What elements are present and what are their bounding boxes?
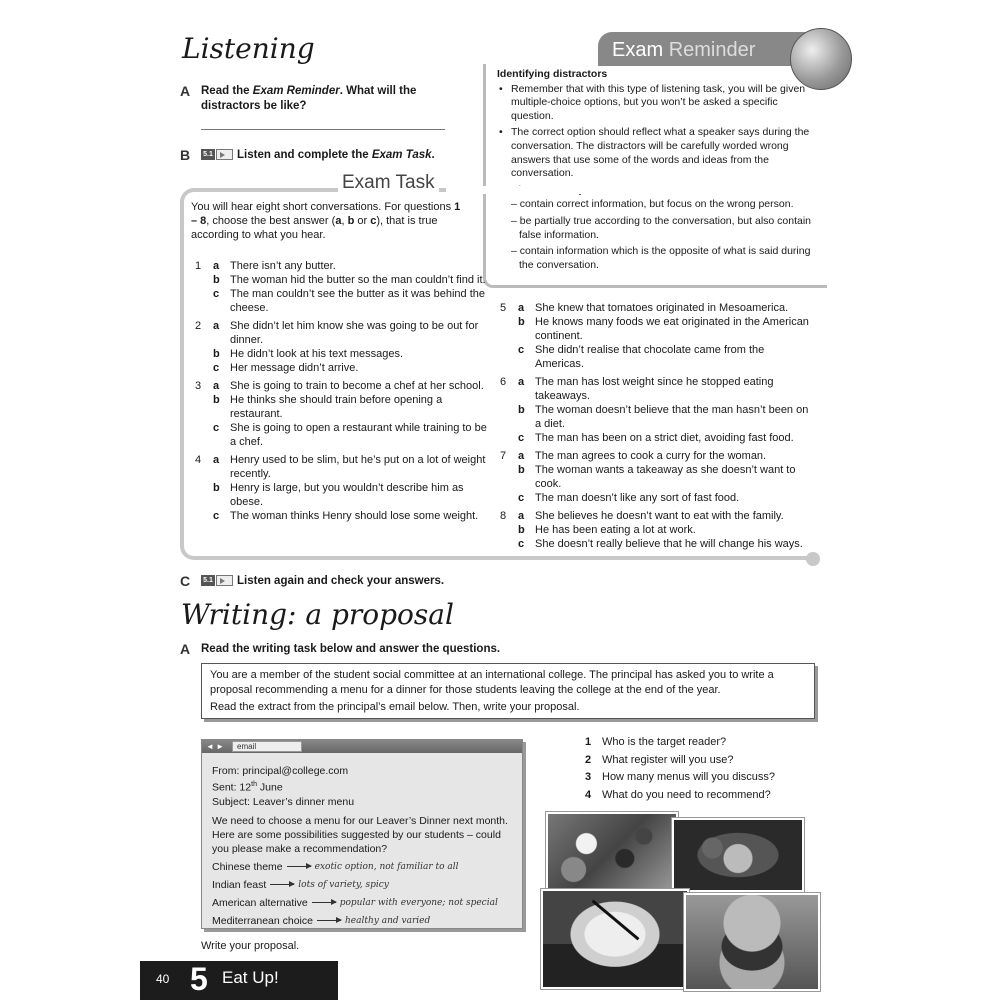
menu-option-label: Indian feast — [212, 878, 267, 891]
menu-option — [212, 858, 512, 876]
question-number — [195, 347, 213, 361]
option-letter: b — [213, 348, 220, 360]
option-letter: a — [518, 510, 525, 522]
email-titlebar — [202, 740, 522, 753]
salad-photo — [546, 812, 678, 890]
question-number — [195, 361, 213, 375]
reminder-heading: Identifying distractors — [497, 68, 608, 80]
answer-option[interactable] — [195, 319, 493, 347]
unit-title: Eat Up! — [222, 968, 279, 987]
exercise-b-letter: B — [180, 147, 191, 163]
option-letter: c — [213, 288, 220, 300]
questions-right-column — [500, 301, 812, 555]
question-number: 7 — [500, 450, 507, 462]
listening-title: Listening — [182, 32, 315, 65]
question-number: 3 — [585, 771, 592, 783]
option-letter: a — [518, 376, 525, 388]
nav-arrows-icon[interactable]: ◄ ► — [206, 742, 225, 751]
question-number — [500, 343, 518, 371]
question-number: 1 — [585, 736, 592, 748]
exercise-c-instruction: 5.1 Listen again and check your answers. — [201, 574, 444, 589]
answer-option[interactable] — [500, 463, 812, 491]
option-text: He didn’t look at his text messages. — [230, 348, 404, 360]
question-number — [500, 431, 518, 445]
arrow-icon — [270, 884, 294, 885]
option-text: She didn’t realise that chocolate came from the Americas. — [535, 344, 765, 370]
writing-questions — [585, 734, 775, 804]
option-letter: b — [213, 482, 220, 494]
option-text: There isn’t any butter. — [230, 260, 336, 272]
option-text: The man doesn’t like any sort of fast food. — [535, 492, 740, 504]
option-letter: b — [518, 524, 525, 536]
unit-number: 5 — [190, 961, 208, 997]
exam-reminder-tab: Exam Reminder — [598, 32, 826, 66]
option-letter: c — [213, 510, 220, 522]
option-letter: a — [213, 380, 220, 392]
answer-option[interactable] — [195, 453, 493, 481]
option-letter: c — [518, 492, 525, 504]
writing-title: Writing: a proposal — [181, 598, 454, 631]
question-4 — [195, 453, 493, 523]
email-options — [212, 858, 512, 930]
option-text: He thinks she should train before opening a restaurant. — [230, 394, 443, 420]
option-text: Henry used to be slim, but he’s put on a lot of weight recently. — [230, 454, 486, 480]
option-text: She didn’t let him know she was going to be out for dinner. — [230, 320, 479, 346]
writing-a-instruction: Read the writing task below and answer the questions. — [201, 643, 501, 655]
option-letter: a — [213, 320, 220, 332]
question-text: How many menus will you discuss? — [602, 771, 776, 783]
menu-option-label: American alternative — [212, 896, 308, 909]
question-number: 2 — [195, 320, 202, 332]
answer-option[interactable] — [500, 403, 812, 431]
writing-question — [585, 787, 775, 805]
answer-option[interactable] — [500, 315, 812, 343]
option-text: He has been eating a lot at work. — [535, 524, 696, 536]
exam-task-title: Exam Task — [338, 172, 439, 194]
writing-task-box — [201, 663, 815, 719]
option-text: He knows many foods we eat originated in the American continent. — [535, 316, 809, 342]
option-text: The woman wants a takeaway as she doesn’t want to cook. — [535, 464, 796, 490]
question-text: What do you need to recommend? — [602, 788, 771, 801]
email-tab[interactable]: email — [232, 741, 302, 752]
question-number — [500, 463, 518, 491]
answer-option[interactable] — [500, 343, 812, 371]
option-letter: a — [213, 454, 220, 466]
curry-photo — [672, 818, 804, 892]
question-5 — [500, 301, 812, 371]
exercise-a-letter: A — [180, 83, 191, 99]
option-letter: b — [518, 464, 525, 476]
option-letter: b — [213, 394, 220, 406]
writing-task-text-2: Read the extract from the principal’s email below. Then, write your proposal. — [210, 701, 580, 713]
arrow-icon — [317, 920, 341, 921]
email-window — [201, 739, 523, 929]
menu-option — [212, 876, 512, 894]
question-number — [500, 315, 518, 343]
exercise-b-instruction: 5.1 Listen and complete the Exam Task. — [201, 148, 435, 163]
option-text: The woman doesn’t believe that the man hasn’t been on a diet. — [535, 404, 809, 430]
question-number — [195, 481, 213, 509]
page-footer — [140, 961, 338, 1000]
answer-option[interactable] — [195, 379, 493, 393]
option-letter: c — [518, 538, 525, 550]
question-3 — [195, 379, 493, 449]
answer-option[interactable] — [500, 431, 812, 445]
reminder-dash: – contain correct information, but focus on the wrong person. — [511, 198, 794, 211]
answer-option[interactable] — [500, 491, 812, 505]
writing-question — [585, 769, 775, 787]
answer-option[interactable] — [195, 273, 493, 287]
writing-question — [585, 734, 775, 752]
answer-option[interactable] — [195, 481, 493, 509]
option-letter: a — [213, 260, 220, 272]
option-text: The woman hid the butter so the man couldn’t find it. — [230, 274, 486, 286]
exercise-a-instruction: Read the Exam Reminder. What will the distractors be like? — [201, 85, 417, 112]
question-2 — [195, 319, 493, 375]
menu-option — [212, 912, 512, 930]
answer-option[interactable] — [195, 509, 493, 523]
writing-a-letter: A — [180, 641, 191, 657]
option-text: The man has been on a strict diet, avoiding fast food. — [535, 432, 794, 444]
option-text: Henry is large, but you wouldn’t describe him as obese. — [230, 482, 464, 508]
answer-option[interactable] — [195, 287, 493, 315]
option-text: Her message didn’t arrive. — [230, 362, 359, 374]
email-body-text: We need to choose a menu for our Leaver’s Dinner next month. Here are some possibilities suggested by our students – could you please make a recommendation? — [212, 814, 508, 855]
handwritten-note: popular with everyone; not special — [339, 897, 498, 908]
question-text: Who is the target reader? — [602, 736, 727, 748]
reminder-dash: – be partially true according to the conversation, but also contain false information. — [511, 214, 812, 241]
question-1 — [195, 259, 493, 315]
email-subject: Subject: Leaver’s dinner menu — [212, 795, 355, 808]
audio-track-icon[interactable]: 5.1 — [201, 149, 233, 160]
question-number: 4 — [585, 788, 592, 801]
question-number: 8 — [500, 510, 507, 522]
option-letter: a — [518, 450, 525, 462]
question-text: What register will you use? — [602, 753, 734, 766]
answer-option[interactable] — [500, 301, 812, 315]
question-number — [500, 491, 518, 505]
question-number — [500, 537, 518, 551]
option-letter: b — [518, 316, 525, 328]
option-text: She knew that tomatoes originated in Mesoamerica. — [535, 302, 789, 314]
question-number — [195, 421, 213, 449]
option-letter: a — [518, 302, 525, 314]
exercise-c-letter: C — [180, 573, 191, 589]
question-6 — [500, 375, 812, 445]
answer-option[interactable] — [500, 375, 812, 403]
menu-option — [212, 894, 512, 912]
option-letter: b — [213, 274, 220, 286]
question-number — [195, 393, 213, 421]
answer-option[interactable] — [195, 361, 493, 375]
menu-option-label: Chinese theme — [212, 860, 283, 873]
question-number — [500, 523, 518, 537]
option-text: The man agrees to cook a curry for the woman. — [535, 450, 767, 462]
page-number: 40 — [156, 972, 170, 986]
email-sent: Sent: 12th June — [212, 781, 283, 794]
answer-option[interactable] — [195, 259, 493, 273]
question-number: 6 — [500, 376, 507, 388]
option-text: She is going to open a restaurant while training to be a chef. — [230, 422, 487, 448]
handwritten-note: lots of variety, spicy — [298, 879, 389, 890]
arrow-icon — [287, 866, 311, 867]
answer-option[interactable] — [195, 347, 493, 361]
answer-option[interactable] — [500, 537, 812, 551]
menu-option-label: Mediterranean choice — [212, 914, 313, 927]
arrow-icon — [312, 902, 336, 903]
answer-line[interactable] — [201, 129, 445, 130]
option-text: The man has lost weight since he stopped eating takeaways. — [535, 376, 774, 402]
writing-task-text: You are a member of the student social committee at an international college. The principal has asked you to write a proposal recommending a menu for a dinner for those students leaving the college at the end of the year. — [210, 669, 774, 696]
writing-question — [585, 752, 775, 770]
question-number: 2 — [585, 753, 592, 766]
option-text: The man couldn’t see the butter as it was behind the cheese. — [230, 288, 485, 314]
question-number: 1 — [195, 260, 202, 272]
question-number — [195, 287, 213, 315]
answer-option[interactable] — [500, 523, 812, 537]
question-number — [500, 403, 518, 431]
question-number: 4 — [195, 454, 202, 466]
option-text: She doesn’t really believe that he will change his ways. — [535, 538, 803, 550]
answer-option[interactable] — [500, 449, 812, 463]
rice-bowl-photo — [541, 889, 689, 989]
questions-left-column — [195, 259, 493, 527]
option-letter: c — [518, 344, 525, 356]
option-letter: c — [213, 362, 220, 374]
burger-photo — [684, 893, 820, 991]
question-number — [195, 273, 213, 287]
question-7 — [500, 449, 812, 505]
audio-track-icon[interactable]: 5.1 — [201, 575, 233, 586]
option-text: The woman thinks Henry should lose some weight. — [230, 510, 479, 522]
answer-option[interactable] — [195, 421, 493, 449]
option-letter: c — [518, 432, 525, 444]
email-from: From: principal@college.com — [212, 765, 349, 777]
handwritten-note: healthy and varied — [344, 915, 431, 926]
question-number: 3 — [195, 380, 202, 392]
answer-option[interactable] — [500, 509, 812, 523]
write-prompt: Write your proposal. — [201, 940, 300, 952]
question-8 — [500, 509, 812, 551]
reminder-bullet: • The correct option should reflect what a speaker says during the conversation. The distractors will be carefully worded wrong answers that use some of the words and ideas from the conversation. — [497, 126, 819, 180]
handwritten-note: exotic option, not familiar to all — [314, 861, 459, 872]
option-letter: c — [213, 422, 220, 434]
exam-task-intro: You will hear eight short conversations. For questions 1 – 8, choose the best answer (a, b or c), that is true according to what you hear. — [191, 201, 461, 241]
option-letter: b — [518, 404, 525, 416]
question-number: 5 — [500, 302, 507, 314]
answer-option[interactable] — [195, 393, 493, 421]
question-number — [195, 509, 213, 523]
option-text: She is going to train to become a chef at her school. — [230, 380, 484, 392]
option-text: She believes he doesn’t want to eat with the family. — [535, 510, 784, 522]
reminder-dash: – contain information which is the opposite of what is said during the conversation. — [511, 245, 811, 271]
reminder-bullet: • Remember that with this type of listening task, you will be given multiple-choice options, but you won’t be asked a specific question. — [497, 83, 819, 124]
